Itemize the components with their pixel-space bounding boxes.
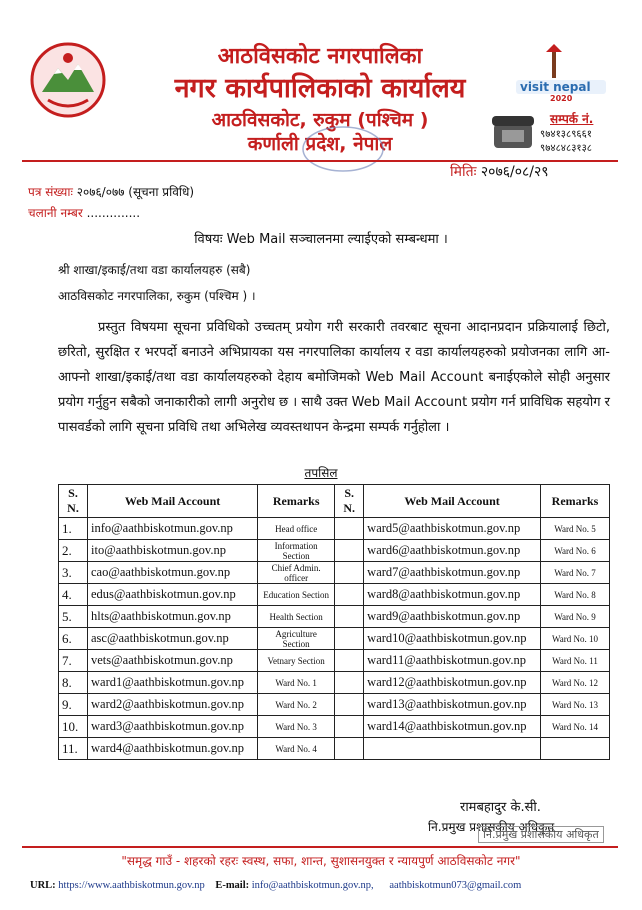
remarks: Health Section <box>258 606 335 628</box>
column-header: Web Mail Account <box>88 485 258 518</box>
remarks: Ward No. 14 <box>541 716 610 738</box>
letter-subject: विषयः Web Mail सञ्चालनमा ल्याईएको सम्बन्धमा । <box>194 232 448 247</box>
slogan: "समृद्ध गाउँ - शहरको रहरः स्वस्थ, सफा, शान्त, सुशासनयुक्त र न्यायपुर्ण आठविसकोट नगर" <box>121 854 521 868</box>
remarks: Ward No. 10 <box>541 628 610 650</box>
column-header: Remarks <box>541 485 610 518</box>
webmail-address: ward10@aathbiskotmun.gov.np <box>364 628 541 650</box>
table-row <box>59 672 610 694</box>
remarks: Ward No. 11 <box>541 650 610 672</box>
serial-number: 3. <box>59 562 88 584</box>
webmail-address: ward4@aathbiskotmun.gov.np <box>88 738 258 760</box>
serial-number: 8. <box>59 672 88 694</box>
serial-number <box>335 628 364 650</box>
serial-number: 11. <box>59 738 88 760</box>
remarks: Ward No. 4 <box>258 738 335 760</box>
webmail-address: ward2@aathbiskotmun.gov.np <box>88 694 258 716</box>
serial-number <box>335 540 364 562</box>
webmail-address: info@aathbiskotmun.gov.np <box>88 518 258 540</box>
contact-number: ९७४८४८३१३८ <box>540 143 592 154</box>
webmail-address: ward12@aathbiskotmun.gov.np <box>364 672 541 694</box>
remarks: Ward No. 7 <box>541 562 610 584</box>
table-row <box>59 562 610 584</box>
table-row <box>59 584 610 606</box>
remarks: Ward No. 2 <box>258 694 335 716</box>
visit-nepal-text: visit nepal <box>520 80 591 94</box>
letter-body <box>58 315 610 440</box>
contact-title: सम्पर्क नं. <box>550 112 594 126</box>
webmail-address: ward11@aathbiskotmun.gov.np <box>364 650 541 672</box>
table-row <box>59 540 610 562</box>
remarks: Ward No. 9 <box>541 606 610 628</box>
telephone-icon <box>490 112 536 152</box>
webmail-address: ward3@aathbiskotmun.gov.np <box>88 716 258 738</box>
webmail-address: ward1@aathbiskotmun.gov.np <box>88 672 258 694</box>
remarks: Ward No. 6 <box>541 540 610 562</box>
chalani-label: चलानी नम्बर <box>28 206 83 220</box>
remarks: Ward No. 8 <box>541 584 610 606</box>
office-seal <box>300 124 386 174</box>
column-header: Web Mail Account <box>364 485 541 518</box>
remarks: Ward No. 3 <box>258 716 335 738</box>
serial-number <box>335 562 364 584</box>
visit-nepal-logo <box>516 44 606 104</box>
remarks: Head office <box>258 518 335 540</box>
signatory-title: नि.प्रमुख प्रशासकीय अधिकृत <box>428 820 555 834</box>
serial-number <box>335 738 364 760</box>
remarks: Ward No. 13 <box>541 694 610 716</box>
remarks: Chief Admin. officer <box>258 562 335 584</box>
date-label: मितिः <box>450 164 477 180</box>
table-row <box>59 628 610 650</box>
webmail-address: hlts@aathbiskotmun.gov.np <box>88 606 258 628</box>
remarks: Information Section <box>258 540 335 562</box>
serial-number: 7. <box>59 650 88 672</box>
remarks: Ward No. 5 <box>541 518 610 540</box>
webmail-address: asc@aathbiskotmun.gov.np <box>88 628 258 650</box>
webmail-address: vets@aathbiskotmun.gov.np <box>88 650 258 672</box>
office-name: नगर कार्यपालिकाको कार्यालय <box>174 73 466 104</box>
webmail-address: ward7@aathbiskotmun.gov.np <box>364 562 541 584</box>
contact-block <box>490 110 630 160</box>
addressee-line: आठविसकोट नगरपालिका, रुकुम (पश्चिम ) । <box>58 289 256 303</box>
serial-number <box>335 716 364 738</box>
signature-stamp: नि.प्रमुख प्रशासकीय अधिकृत <box>478 826 604 843</box>
serial-number: 10. <box>59 716 88 738</box>
remarks: Ward No. 1 <box>258 672 335 694</box>
footer-contact <box>30 880 521 891</box>
addressee-line: श्री शाखा/इकाई/तथा वडा कार्यालयहरु (सबै) <box>58 263 251 277</box>
footer-divider <box>22 846 618 848</box>
patra-label: पत्र संख्याः <box>28 185 73 199</box>
serial-number: 1. <box>59 518 88 540</box>
province-name: कर्णाली प्रदेश, नेपाल <box>247 133 393 155</box>
webmail-address <box>364 738 541 760</box>
remarks: Agriculture Section <box>258 628 335 650</box>
visit-nepal-year: 2020 <box>550 94 573 103</box>
serial-number: 9. <box>59 694 88 716</box>
patra-value: २०७६/०७७ (सूचना प्रविधि) <box>76 185 195 199</box>
serial-number: 2. <box>59 540 88 562</box>
table-row <box>59 738 610 760</box>
webmail-account-table <box>58 484 610 760</box>
url-label: URL: <box>30 880 56 891</box>
signatory-name: रामबहादुर के.सी. <box>460 800 541 815</box>
office-address: आठविसकोट, रुकुम (पश्चिम ) <box>211 109 429 131</box>
table-row <box>59 606 610 628</box>
serial-number <box>335 650 364 672</box>
webmail-address: ward5@aathbiskotmun.gov.np <box>364 518 541 540</box>
webmail-address: ward8@aathbiskotmun.gov.np <box>364 584 541 606</box>
webmail-address: ward6@aathbiskotmun.gov.np <box>364 540 541 562</box>
column-header: S. N. <box>335 485 364 518</box>
body-paragraph: प्रस्तुत विषयमा सूचना प्रविधिको उच्चतम् प्रयोग गरी सरकारी तवरबाट सूचना आदानप्रदान प्रक्रियालाई छिटो, छरितो, सुरक्षित र भरपर्दो बनाउने अभिप्रायका यस नगरपालिका कार्यालय र वडा कार्यालयहरुको प्रयोजनका लागि आ-आफ्नो शाखा/इकाई/तथा वडा कार्यालयहरुको देहाय बमोजिमको Web Mail Account बनाईएकोले सोही अनुसार प्रयोग गर्नुहुन सबैको जनाकारीको लागी अनुरोध छ । साथै उक्त Web Mail Account प्रयोग गर्न प्राविधिक सहयोग र पासवर्डको लागि सूचना प्रविधि तथा अभिलेख व्यवस्तथापन केन्द्रमा सम्पर्क गर्नुहोला । <box>58 320 610 435</box>
table-row <box>59 716 610 738</box>
table-header-row <box>59 485 610 518</box>
email-link[interactable]: aathbiskotmun073@gmail.com <box>389 880 522 891</box>
serial-number <box>335 584 364 606</box>
date-value: २०७६/०८/२९ <box>480 164 549 180</box>
table-row <box>59 650 610 672</box>
serial-number <box>335 672 364 694</box>
serial-number <box>335 694 364 716</box>
website-link[interactable]: https://www.aathbiskotmun.gov.np <box>58 880 205 891</box>
column-header: S. N. <box>59 485 88 518</box>
nepal-government-emblem <box>28 40 108 120</box>
remarks: Vetnary Section <box>258 650 335 672</box>
serial-number <box>335 518 364 540</box>
contact-number: ९७४१३८९६६१ <box>540 129 592 140</box>
table-row <box>59 694 610 716</box>
table-title: तपसिल <box>304 466 338 480</box>
table-row <box>59 518 610 540</box>
webmail-address: ward14@aathbiskotmun.gov.np <box>364 716 541 738</box>
serial-number: 6. <box>59 628 88 650</box>
email-label: E-mail: <box>215 880 250 891</box>
remarks <box>541 738 610 760</box>
remarks: Education Section <box>258 584 335 606</box>
serial-number: 5. <box>59 606 88 628</box>
remarks: Ward No. 12 <box>541 672 610 694</box>
municipality-name: आठविसकोट नगरपालिका <box>217 44 423 69</box>
email-link[interactable]: info@aathbiskotmun.gov.np, <box>251 880 374 891</box>
date-line <box>450 162 549 181</box>
chalani-value: .............. <box>86 206 141 220</box>
column-header: Remarks <box>258 485 335 518</box>
serial-number: 4. <box>59 584 88 606</box>
webmail-address: ward13@aathbiskotmun.gov.np <box>364 694 541 716</box>
webmail-address: ito@aathbiskotmun.gov.np <box>88 540 258 562</box>
webmail-address: edus@aathbiskotmun.gov.np <box>88 584 258 606</box>
reference-block <box>28 183 194 221</box>
serial-number <box>335 606 364 628</box>
webmail-address: ward9@aathbiskotmun.gov.np <box>364 606 541 628</box>
webmail-address: cao@aathbiskotmun.gov.np <box>88 562 258 584</box>
